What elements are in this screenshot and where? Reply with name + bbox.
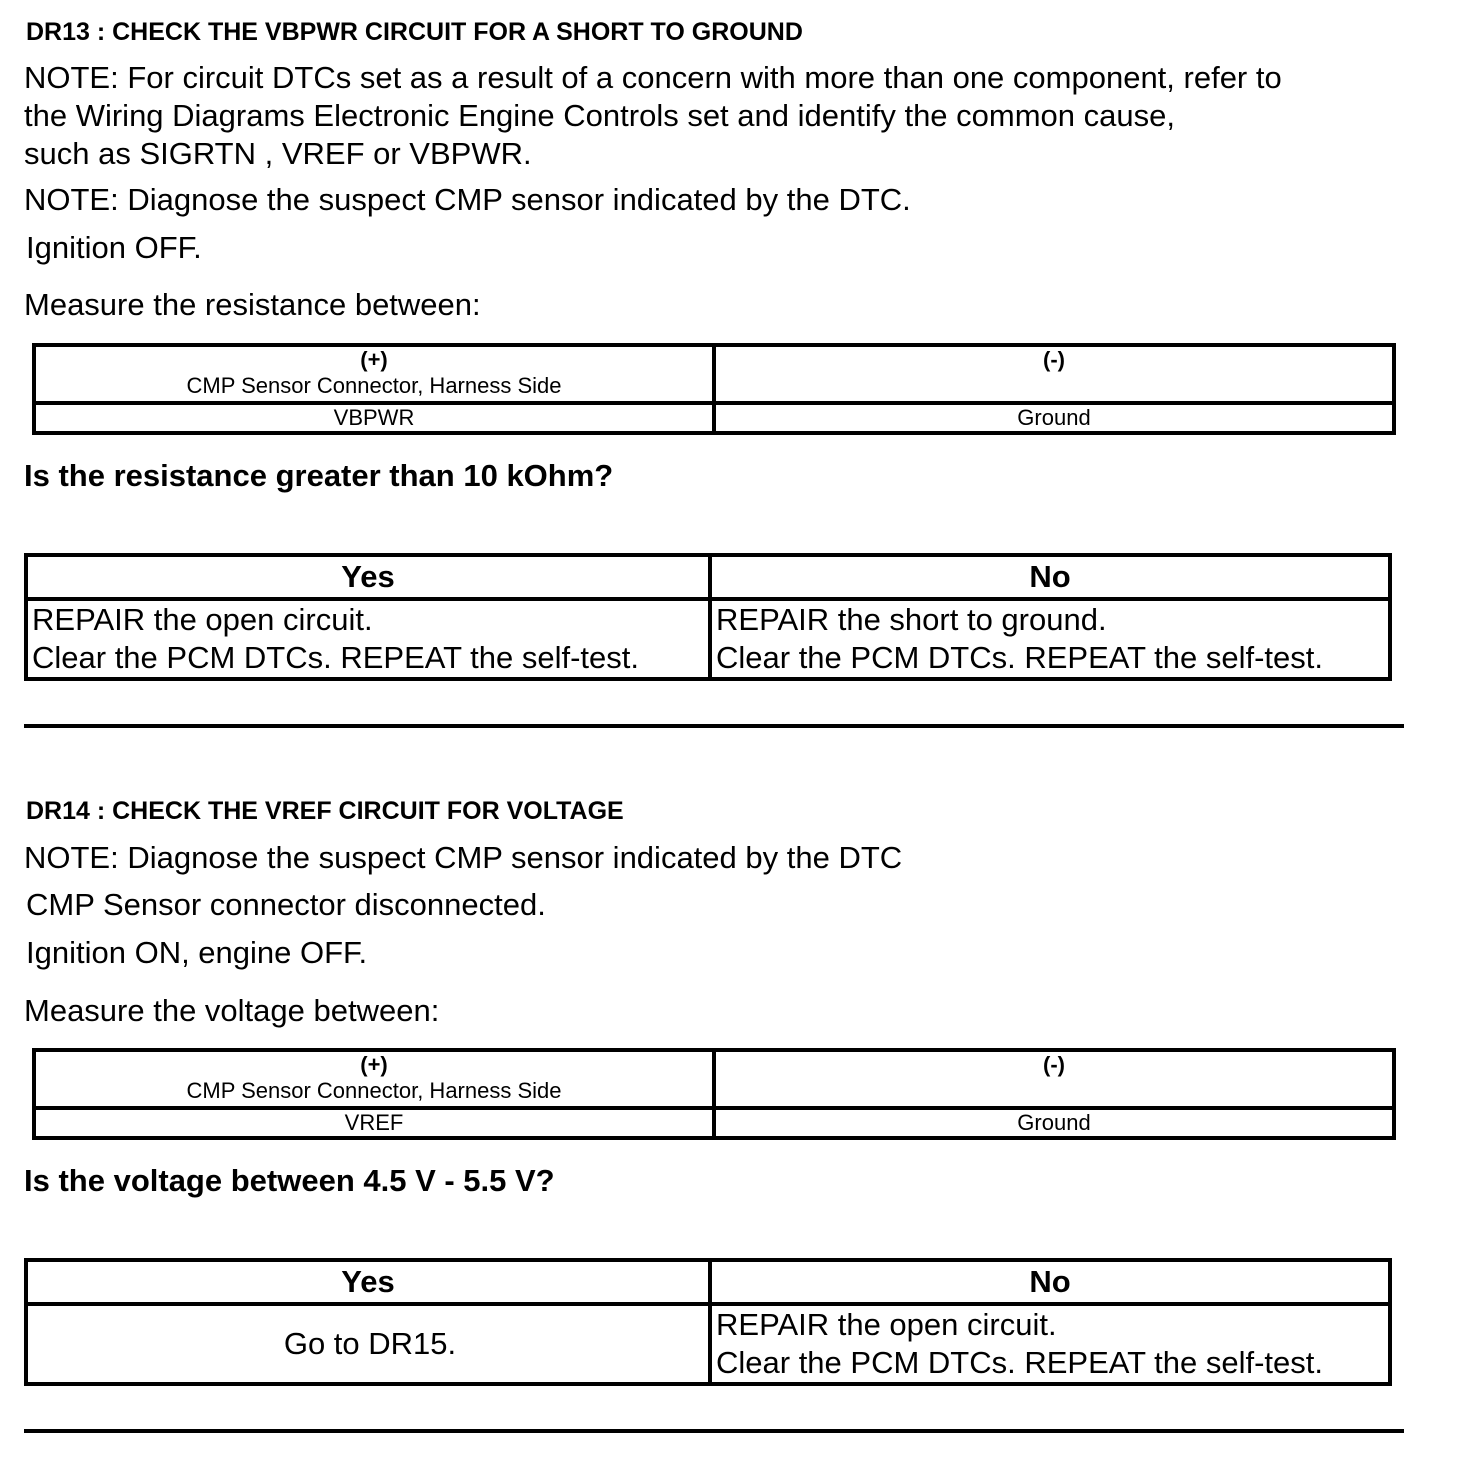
dr14-condition-ignition: Ignition ON, engine OFF. [26, 935, 368, 970]
no-line: Clear the PCM DTCs. REPEAT the self-test. [716, 1345, 1323, 1380]
dr14-note-diagnose: NOTE: Diagnose the suspect CMP sensor indicated by the DTC [24, 840, 903, 875]
table-row [26, 599, 1390, 679]
no-line: Clear the PCM DTCs. REPEAT the self-test. [716, 640, 1323, 675]
dr13-note-wiring [24, 59, 1282, 173]
dr14-measure-label: Measure the voltage between: [24, 993, 440, 1028]
dr13-condition: Ignition OFF. [26, 230, 202, 265]
plus-value: VBPWR [34, 403, 714, 433]
dr14-condition-connector: CMP Sensor connector disconnected. [26, 887, 546, 922]
yes-header: Yes [26, 555, 710, 599]
table-row [34, 1108, 1394, 1138]
minus-sign: (-) [1043, 1052, 1065, 1077]
table-row [26, 1304, 1390, 1384]
minus-header-cell [714, 1050, 1394, 1108]
dr13-heading: DR13 : CHECK THE VBPWR CIRCUIT FOR A SHORT TO GROUND [26, 18, 803, 46]
dr14-question: Is the voltage between 4.5 V - 5.5 V? [24, 1163, 555, 1198]
table-row [26, 1260, 1390, 1304]
plus-header-cell [34, 1050, 714, 1108]
section-divider [24, 1429, 1404, 1433]
dr13-result-table [24, 553, 1392, 681]
plus-label: CMP Sensor Connector, Harness Side [186, 1078, 562, 1103]
plus-label: CMP Sensor Connector, Harness Side [186, 373, 562, 398]
minus-value: Ground [714, 1108, 1394, 1138]
plus-value: VREF [34, 1108, 714, 1138]
no-header: No [710, 1260, 1390, 1304]
plus-header-cell [34, 345, 714, 403]
minus-header-cell [714, 345, 1394, 403]
no-line: REPAIR the short to ground. [716, 602, 1107, 637]
table-row [26, 555, 1390, 599]
dr13-note-line: the Wiring Diagrams Electronic Engine Controls set and identify the common cause, [24, 98, 1175, 133]
dr13-note-diagnose: NOTE: Diagnose the suspect CMP sensor indicated by the DTC. [24, 182, 911, 217]
yes-cell: Go to DR15. [26, 1304, 710, 1384]
no-header: No [710, 555, 1390, 599]
dr14-result-table [24, 1258, 1392, 1386]
no-cell [710, 1304, 1390, 1384]
plus-sign: (+) [360, 1052, 388, 1077]
plus-sign: (+) [360, 347, 388, 372]
yes-line: REPAIR the open circuit. [32, 602, 373, 637]
yes-header: Yes [26, 1260, 710, 1304]
dr13-note-line: such as SIGRTN , VREF or VBPWR. [24, 136, 532, 171]
table-row [34, 345, 1394, 403]
section-divider [24, 724, 1404, 728]
dr14-measure-table [32, 1048, 1396, 1140]
dr14-heading: DR14 : CHECK THE VREF CIRCUIT FOR VOLTAGE [26, 797, 624, 825]
minus-value: Ground [714, 403, 1394, 433]
no-cell [710, 599, 1390, 679]
table-row [34, 403, 1394, 433]
minus-sign: (-) [1043, 347, 1065, 372]
yes-line: Clear the PCM DTCs. REPEAT the self-test. [32, 640, 639, 675]
dr13-measure-label: Measure the resistance between: [24, 287, 481, 322]
yes-cell [26, 599, 710, 679]
no-line: REPAIR the open circuit. [716, 1307, 1057, 1342]
dr13-measure-table [32, 343, 1396, 435]
table-row [34, 1050, 1394, 1108]
dr13-note-line: NOTE: For circuit DTCs set as a result of a concern with more than one component, refer to [24, 60, 1282, 95]
dr13-question: Is the resistance greater than 10 kOhm? [24, 458, 614, 493]
